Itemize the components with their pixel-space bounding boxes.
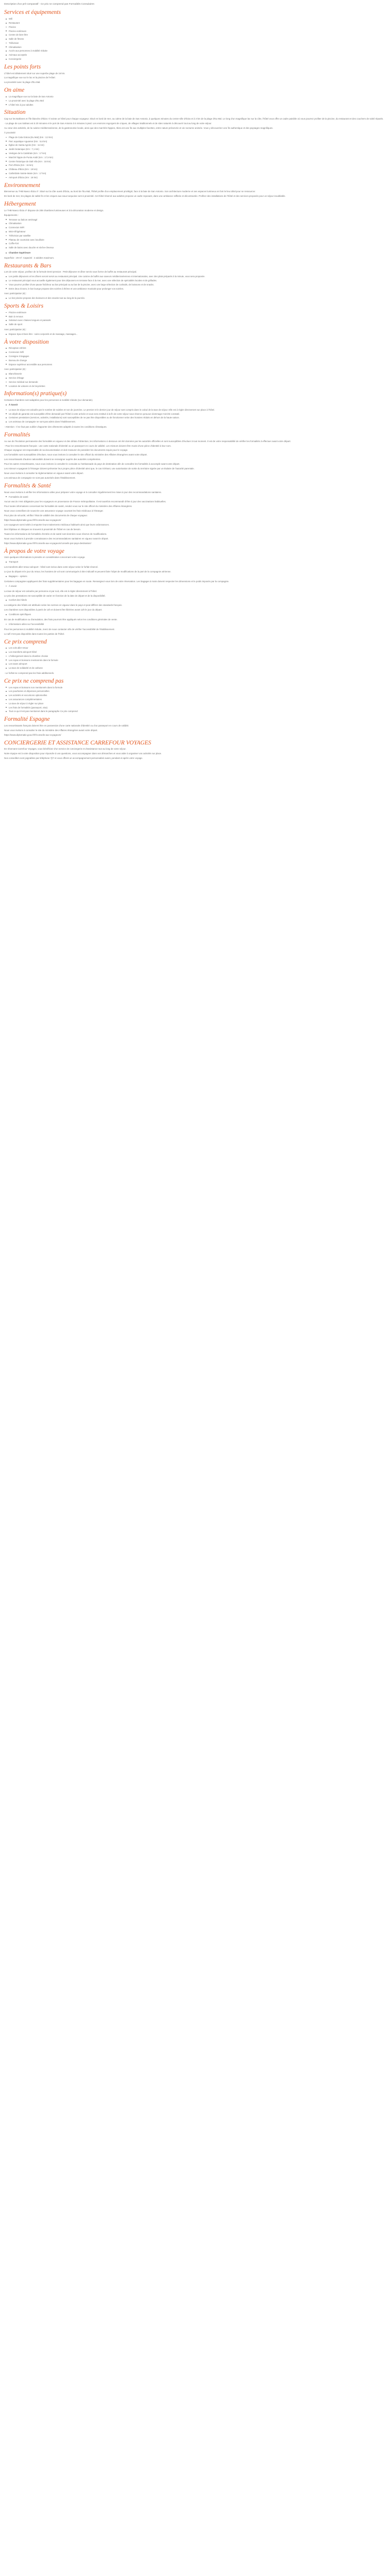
sante-text-1: Nous vous invitons à vérifier les informations utiles pour préparer votre voyage et à consulter régulièrement les mises à jour des recommandations sanitaires. <box>4 490 162 494</box>
list-item: Entre deux écrans, le bar lounge propose des soirées à thème et une ambiance musicale pour prolonger vos soirées. <box>4 287 387 291</box>
section-formalites <box>4 432 387 480</box>
list-item: Certaines prestations (services, activités, installations) sont susceptibles de ne pas être disponibles ou de fonctionner selon des horaires réduits en dehors de la haute saison. <box>4 416 387 419</box>
list-item: La magnifique vue sur la baie de San Antonio <box>4 95 387 98</box>
heading-sports: Sports & Loisirs <box>4 303 44 310</box>
heading-a-propos: À propos de votre voyage <box>4 548 64 554</box>
section-votre-disposition <box>4 339 387 388</box>
list-item: Le restaurant principal vous accueille également pour des déjeuners en terrasse face à la mer, avec une sélection de spécialités locales et de grillades. <box>4 279 387 282</box>
list-item: Télévision <box>4 42 387 45</box>
a-propos-text-2: Les transferts aller-retour aéroport - hôtel sont inclus dans votre séjour selon le forfait réservé. <box>4 566 99 569</box>
conciergerie-text-3: Nos conseillers sont joignables par téléphone 7j/7 et vous offrent un accompagnement personnalisé avant, pendant et après votre voyage. <box>4 757 143 760</box>
list-item: Réception 24h/24 <box>4 347 387 350</box>
section-situation <box>4 109 387 129</box>
formalites-text-6: Pour les autres ressortissants, nous vous invitons à consulter le consulat ou l'ambassade du pays de destination afin de connaître les formalités à accomplir avant votre départ. <box>4 463 180 466</box>
sports-list-2 <box>4 333 387 336</box>
a-propos-list-6 <box>4 623 387 626</box>
list-item: Vestiges de la Catédrale (Km : 17 km) <box>4 152 387 155</box>
list-item: Télévision par satellite <box>4 234 387 238</box>
list-item: Formalités de santé <box>4 496 387 499</box>
situation-text-2: - La plage de Las Salinas est à 20 minutes et le port de San Antonio à 5 minutes à pied. Les environs regorgent de criques, de villages traditionnels et de sites naturels à découvrir tout au long de votre séjour. <box>4 122 212 125</box>
list-item: Piscine <box>4 26 387 29</box>
sante-text-8: Des hôpitaux et cliniques se trouvent à proximité de l'hôtel en cas de besoin. <box>4 528 81 531</box>
sante-text-10: Nous vous invitons à prendre connaissance des recommandations sanitaires en vigueur avant le départ. <box>4 537 109 540</box>
points-forts-text-2: La magnifique vue sur le lac et la piscine de l'Hôtel. <box>4 76 56 79</box>
list-item: La proximité avec la plage d'Eu Mal <box>4 99 387 103</box>
list-item: Wifi <box>4 18 387 21</box>
a-propos-text-8: Les chambres sont disponibles à partir de 14h et doivent être libérées avant 12h le jour du départ. <box>4 608 103 612</box>
section-a-proximite <box>4 131 387 179</box>
section-points-forts <box>4 64 387 84</box>
list-item: Espace supérieur accessible aux personnes <box>4 363 387 366</box>
list-item: Les taxes aéroport <box>4 663 387 666</box>
formalites-text-5: Les ressortissants d'autres nationalités doivent se renseigner auprès des autorités compétentes. <box>4 458 101 461</box>
heading-environnement: Environnement <box>4 182 40 189</box>
sante-list <box>4 496 387 499</box>
list-item: Église de Santa Agnès (Km : 11 km) <box>4 144 387 147</box>
section-ne-comprend-pas <box>4 678 387 713</box>
a-propos-text-10: Pour les personnes à mobilité réduite, merci de nous contacter afin de vérifier l'accessibilité de l'établissement. <box>4 628 115 631</box>
list-item: Aéroport d'Ibiza (Km : 18 km) <box>4 176 387 179</box>
list-item: Terrasse ou balcon aménagé <box>4 218 387 222</box>
heading-situation: Situation <box>4 109 26 116</box>
a-proximite-list <box>4 136 387 179</box>
a-propos-text-1: Voici quelques informations à prendre en considération concernant votre voyage. <box>4 556 86 559</box>
list-item: Service d'étage <box>4 377 387 380</box>
list-item: Cathédrale Sainte-Marie (Km : 17 km) <box>4 172 387 175</box>
sports-list <box>4 311 387 326</box>
room-type-desc: Superficie : 29 m². Capacité : 2 adultes maximum. <box>4 256 55 259</box>
heading-hebergement: Hébergement <box>4 201 36 208</box>
list-item: Salle de fitness <box>4 38 387 41</box>
list-item: Le bar piscine propose des boissons et des snacks tout au long de la journée. <box>4 297 387 300</box>
hebergement-text: Le THB Naeco Ibiza 4* dispose de 208 chambres lumineuses et à la décoration moderne et design. <box>4 209 104 212</box>
list-item: Plage de Cala Gràcia (Eu Mal) (Km : 3,0 km) <box>4 136 387 139</box>
list-item: Connexion WiFi <box>4 226 387 229</box>
section-restaurants <box>4 263 387 300</box>
a-propos-list-3 <box>4 585 387 588</box>
heading-votre-disposition: À votre disposition <box>4 338 49 345</box>
room-type-label: Chambre Supérieure <box>4 251 387 255</box>
list-item: Mini-réfrigérateur <box>4 230 387 233</box>
a-propos-list-1 <box>4 561 387 564</box>
hebergement-list <box>4 218 387 249</box>
list-item: Espace Spa et bien-être : soins corporels et de massage, massages... <box>4 333 387 336</box>
section-conciergerie <box>4 740 387 760</box>
ne-comprend-pas-list <box>4 686 387 714</box>
section-environnement <box>4 182 387 198</box>
a-propos-text-4: Certaines compagnies appliquent des frais supplémentaires pour les bagages en soute. Renseignez-vous lors de votre réservation. Les bagages à main doivent respecter les dimensions et le poids imposés par la compagnie. <box>4 580 230 583</box>
heading-conciergerie: CONCIERGERIE ET ASSISTANCE CARREFOUR VOYAGES <box>4 739 152 746</box>
list-item: Conditions spécifiques <box>4 613 387 616</box>
list-item: Les animaux de compagnie ne sont pas admis dans l'établissement. <box>4 420 387 423</box>
heading-ce-prix-comprend: Ce prix comprend <box>4 638 47 645</box>
list-item: Tout ce qui n'est pas mentionné dans le paragraphe Ce prix comprend <box>4 710 387 713</box>
list-item: Location de voitures et de bicyclettes <box>4 385 387 388</box>
situation-text-3: Au cœur des activités, de la cuisine méditerranéenne, de la gastronomie locale, ainsi que des marchés hippies, Ibiza est une île aux multiples facettes, entre nature préservée et vie nocturne animée. Vous y découvrirez une île authentique et des paysages magnifiques. <box>4 126 273 129</box>
environnement-text-1: Bienvenue au THB Naeco Ibiza 4*. Situé sur la côte ouest d'Ibiza, au bord de l'Eu Mal, l'hôtel profite d'un emplacement privilégié, face à la baie de San Antonio. Son architecture moderne et ses espaces lumineux en font le lieu idéal pour se ressourcer. <box>4 190 256 193</box>
informations-text-2: - Attention : Il ne faut pas oublier d'apporter des vêtements adaptés à toutes les conditions climatiques. <box>4 426 107 429</box>
a-propos-text-3: Le jour du départ et le jour du retour, les horaires de vol sont communiqués à titre indicatif et peuvent faire l'objet de modifications de la part de la compagnie aérienne. <box>4 570 171 573</box>
list-item: Transport <box>4 561 387 564</box>
heading-sante: Formalités & Santé <box>4 483 51 489</box>
restaurants-participation: Avec participation (€) : <box>4 292 27 295</box>
list-item: Salle de sport <box>4 323 387 326</box>
heading-formalites: Formalités <box>4 431 30 438</box>
list-item: Animaux acceptés <box>4 54 387 57</box>
list-item: Salle de bains avec douche et sèche-cheveux <box>4 246 387 249</box>
a-propos-text-11: Le wifi n'est pas disponible dans toutes les parties de l'hôtel. <box>4 632 65 635</box>
list-item: Connexion Wifi <box>4 351 387 354</box>
ce-prix-comprend-note: - Le forfait ne comprend pas les frais additionnels. <box>4 671 55 674</box>
section-ce-prix-comprend <box>4 639 387 675</box>
list-item: Bagages – options <box>4 575 387 578</box>
section-services <box>4 9 387 60</box>
environnement-text-2: En bord de mer, les plages de sable fin et les criques aux eaux turquoise sont à proximité. Cet hôtel réservé aux adultes propose un cadre reposant, dans une ambiance raffinée et décontractée. Profitez des installations de l'hôtel et des services proposés pour un séjour inoubliable. <box>4 195 286 198</box>
a-propos-list-2 <box>4 575 387 578</box>
section-sports <box>4 303 387 336</box>
list-item: Centre de bien-être <box>4 33 387 37</box>
formalites-text-1: Au vue de l'évolution permanente des formalités en vigueur et des délais d'obtention, les informations ci-dessous ont été données par les autorités officielles et sont susceptibles d'évoluer à tout moment. Il est de votre responsabilité de vérifier les formalités à effectuer avant votre départ. <box>4 439 291 443</box>
list-item: Piscine extérieure <box>4 30 387 33</box>
a-propos-text-5: La taxe de séjour est calculée par personne et par nuit, elle est à régler directement à l'hôtel. <box>4 589 97 592</box>
restaurants-list-2 <box>4 297 387 300</box>
heading-restaurants: Restaurants & Bars <box>4 262 52 269</box>
formalites-text-9: Les animaux de compagnie ne sont pas autorisés dans l'établissement. <box>4 477 76 480</box>
sante-link-1[interactable]: https://www.diplomatie.gouv.fr/fr/conseils-aux-voyageurs/ <box>4 519 61 522</box>
heading-informations: Information(s) pratique(s) <box>4 391 67 397</box>
points-forts-text-1: L'hôtel est idéalement situé sur une superbe plage de 16 km. <box>4 72 66 75</box>
section-formalite-espagne <box>4 716 387 736</box>
disposition-list <box>4 347 387 366</box>
list-item: Piscine extérieure <box>4 311 387 314</box>
a-propos-list-4 <box>4 599 387 602</box>
restaurants-list <box>4 275 387 290</box>
list-item: Accès aux personnes à mobilité réduite <box>4 49 387 53</box>
heading-ne-comprend-pas: Ce prix ne comprend pas <box>4 677 64 684</box>
formalites-text-4: Les formalités sont susceptibles d'évoluer, nous vous invitons à consulter le site officiel du ministère des Affaires étrangères avant votre départ. <box>4 453 148 456</box>
list-item: À savoir <box>4 585 387 588</box>
list-item: Vous pourrez profiter d'une pause fraîcheur au bar principal ou au bar de la piscine, avec une large sélection de cocktails, de boissons et de snacks. <box>4 283 387 286</box>
list-item: Jardin botanique (Km : 7,1 km) <box>4 148 387 151</box>
list-item: Service médical sur demande <box>4 381 387 384</box>
conciergerie-text-2: Notre équipe est à votre disposition pour répondre à vos questions, vous accompagner dans vos démarches et vous aider à organiser vos activités sur place. <box>4 752 162 755</box>
page <box>0 0 391 765</box>
sante-text-7: Les voyageurs sont invités à emporter leurs traitements médicaux habituels ainsi que leurs ordonnances. <box>4 523 110 527</box>
a-savoir-label: À Savoir <box>4 403 387 406</box>
list-item: Les vols aller-retour <box>4 647 387 650</box>
a-proximite-label: À proximité <box>4 131 15 134</box>
list-item: Consigne à bagages <box>4 355 387 358</box>
on-aime-list <box>4 95 387 106</box>
list-item: Parc aquatique Aguamar (Km : 5,6 km) <box>4 140 387 143</box>
formalite-espagne-link[interactable]: https://www.diplomatie.gouv.fr/fr/conseils-aux-voyageurs/ <box>4 733 61 736</box>
list-item: Bureau de change <box>4 359 387 362</box>
section-informations <box>4 391 387 429</box>
formalites-text-2: - Pour les ressortissants français : une carte nationale d'identité ou un passeport en cours de validité. Les mineurs doivent être munis d'une pièce d'identité à leur nom. <box>4 444 171 447</box>
disposition-list-2 <box>4 372 387 387</box>
section-hebergement <box>4 201 387 260</box>
formalites-text-8: Nous vous invitons à consulter la réglementation en vigueur avant votre départ. <box>4 472 84 475</box>
conciergerie-text-1: En réservant Carrefour Voyages, vous bénéficiez d'un service de conciergerie et d'assistance tout au long de votre séjour. <box>4 748 126 751</box>
list-item: L'hôtel mis à jour adultes <box>4 104 387 107</box>
list-item: Les repas et boissons non mentionnés dans la formule <box>4 686 387 689</box>
heading-on-aime: On aime <box>4 87 25 94</box>
list-item: Confort des hôtels <box>4 599 387 602</box>
heading-points-forts: Les points forts <box>4 63 41 70</box>
section-sante <box>4 483 387 545</box>
sante-text-5: Pour plus de sécurité, vérifiez l'état de validité des documents de chaque voyageur. <box>4 514 88 517</box>
list-item: Les petits déjeuners et les dîners seront servis au restaurant principal. Une cuisine de buffet aux saveurs méditerranéennes et internationales, avec des plats préparés à la minute, vous sera proposée. <box>4 275 387 278</box>
list-item: Restaurant <box>4 22 387 25</box>
list-item: Les transferts aéroport-hôtel <box>4 651 387 654</box>
sante-text-3: Pour toutes informations concernant les formalités de santé, rendez-vous sur le site officiel du ministère des Affaires étrangères. <box>4 505 133 508</box>
list-item: Château d'Ibiza (Km : 19 km) <box>4 168 387 171</box>
list-item: Les pourboires et dépenses personnelles <box>4 690 387 693</box>
formalites-text-3: Chaque voyageur est responsable de sa documentation et doit s'assurer de posséder les documents requis pour le voyage. <box>4 449 128 452</box>
list-item: Port d'Ibiza (Km : 16 km) <box>4 164 387 167</box>
a-propos-text-6: Le prix des prestations est susceptible de varier en fonction de la date de départ et de la disponibilité. <box>4 594 106 597</box>
intro-text: Description d'un pré-comparatif - Ce prix ne comprend pas Formalités Consulaires <box>4 3 94 6</box>
a-propos-text-9: En cas de modification ou d'annulation, des frais pourront être appliqués selon les conditions générales de vente. <box>4 618 118 621</box>
a-propos-text-7: La catégorie des hôtels est attribuée selon les normes en vigueur dans le pays et peut différer des standards français. <box>4 604 122 607</box>
list-item: Climatisation <box>4 46 387 49</box>
heading-formalite-espagne: Formalité Espagne <box>4 716 50 723</box>
list-item: Conciergerie <box>4 58 387 61</box>
points-forts-text-3: La proximité avec la plage d'Eu Mal. <box>4 81 41 84</box>
list-item: La taxe de séjour à régler sur place <box>4 702 387 705</box>
list-item: L'hébergement dans la chambre choisie <box>4 655 387 658</box>
restaurants-text: Lors de votre séjour, profitez de la formule Demi-pension : Petit-déjeuner et dîner servis sous forme de buffet au restaurant principal. <box>4 270 137 274</box>
sante-text-9: Toutes les informations de formalités d'entrée et de santé sont données sous réserve de modifications. <box>4 532 107 535</box>
list-item: Blanchisserie <box>4 372 387 376</box>
list-item: Plateau de courtoisie avec bouilloire <box>4 239 387 242</box>
list-item: Marché hippie de Punta Arabí (Km : 17,5 km) <box>4 156 387 159</box>
disposition-participation: Avec participation (€) : <box>4 368 27 371</box>
services-list <box>4 18 387 61</box>
informations-text-1: Certaines chambres sont adaptées pour les personnes à mobilité réduite (sur demande). <box>4 399 93 402</box>
list-item: La taxe de solidarité et de carbone <box>4 667 387 670</box>
list-item: La taxe de séjour est calculée par le nombre de nuitées et non de journées. Le premier et le dernier jour de séjour sont compris dans le calcul de la taxe de séjour. Elle est à régler directement sur place à l'hôtel. <box>4 409 387 412</box>
formalites-text-7: Les mineurs voyageant à l'étranger doivent présenter leur propre pièce d'identité ainsi que, le cas échéant, une autorisation de sortie du territoire signée par un titulaire de l'autorité parentale. <box>4 467 194 470</box>
hebergement-equip-label: Équipements : <box>4 213 19 216</box>
sports-participation: Avec participation (€) : <box>4 328 27 331</box>
sante-text-4: Nous vous conseillons de souscrire une assurance voyage couvrant les frais médicaux à l'étranger. <box>4 510 104 513</box>
sante-link-2[interactable]: https://www.diplomatie.gouv.fr/fr/conseils-aux-voyageurs/conseils-par-pays-destination/ <box>4 541 91 545</box>
list-item: Les frais de formalités (passeport, visa) <box>4 706 387 709</box>
list-item: Les assurances complémentaires <box>4 698 387 701</box>
section-a-propos <box>4 548 387 636</box>
situation-text-1: Cap sur les Baléares et l'île blanche d'Ibiza ! Il existe un hôtel pour chaque voyageur. Situé en bord de mer, au calme de la baie de San Antonio, à quelques minutes du centre-ville d'Ibiza et à 3 km de la plage d'Eu Mal. Le long d'un magnifique lac sur la côte, l'hôtel vous offre un cadre paisible où vous pourrez profiter de la piscine, du restaurant et des couchers de soleil réputés. <box>4 117 384 120</box>
section-on-aime <box>4 87 387 106</box>
list-item: Coffre-fort <box>4 242 387 245</box>
list-item: Les repas et boissons mentionnés dans la formule <box>4 659 387 662</box>
informations-list <box>4 409 387 423</box>
list-item: Solarium avec chaises longues et parasols <box>4 319 387 322</box>
list-item: Centre historique de Dalt Vila (Km : 15 km) <box>4 160 387 163</box>
list-item: Un dépôt de garantie est susceptible d'être demandé par l'hôtel à votre arrivée et vous sera restitué à la fin de votre séjour sous réserve qu'aucun dommage n'ait été constaté. <box>4 413 387 416</box>
list-item: Climatisation <box>4 222 387 225</box>
list-item: Les activités et excursions optionnelles <box>4 694 387 697</box>
list-item: Bain à remous <box>4 315 387 318</box>
formalite-espagne-text-1: Les ressortissants français doivent être en possession d'une carte nationale d'identité ou d'un passeport en cours de validité. <box>4 724 129 727</box>
sante-text-2: Aucun vaccin n'est obligatoire pour les voyageurs en provenance de France métropolitaine. Il est toutefois recommandé d'être à jour des vaccinations habituelles. <box>4 500 167 503</box>
a-propos-list-5 <box>4 613 387 616</box>
ce-prix-comprend-list <box>4 647 387 670</box>
list-item: Informations utiles sur l'accessibilité <box>4 623 387 626</box>
heading-services: Services et équipements <box>4 9 61 16</box>
formalite-espagne-text-2: Nous vous invitons à consulter le site du ministère des Affaires étrangères avant votre départ. <box>4 728 98 732</box>
